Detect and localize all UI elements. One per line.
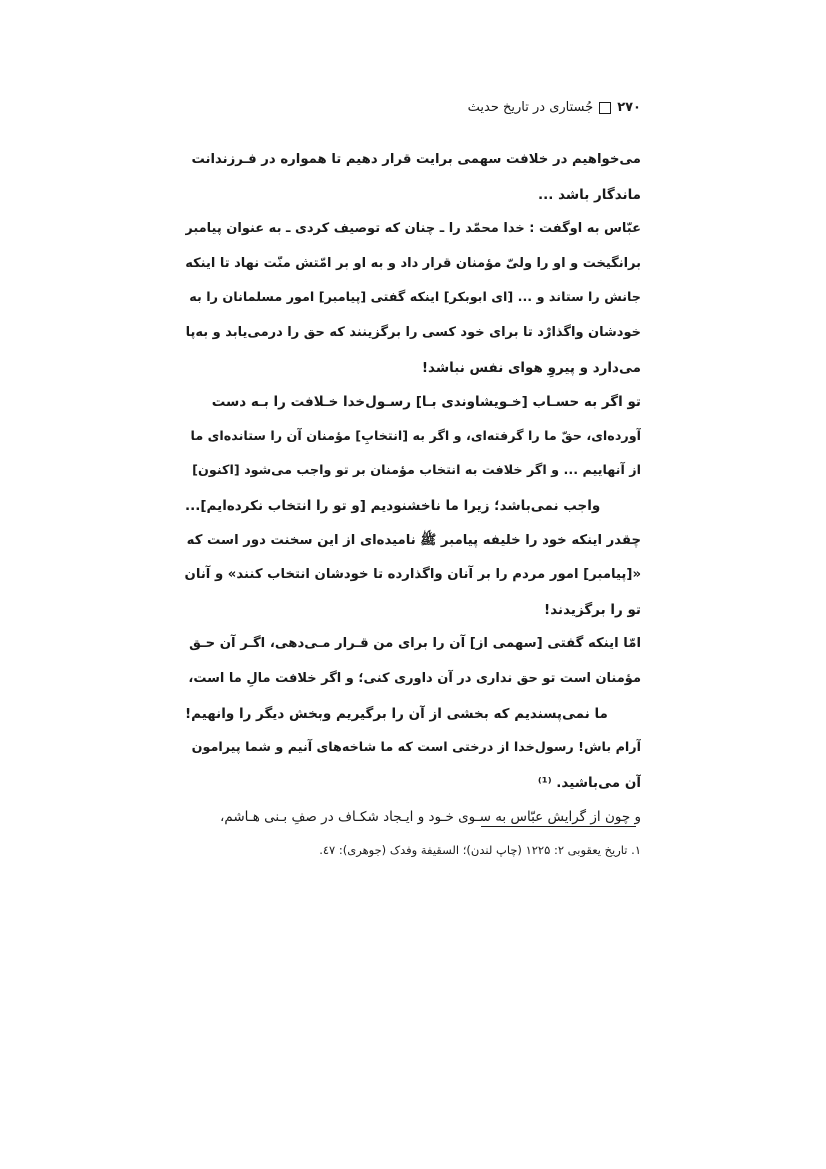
text-line: می‌دارد و پیروِ هوای نفس نباشد! (421, 359, 641, 376)
footnote: ۱. تاریخ یعقوبی ۲: ۱۲۲۵ (چاپ لندن)؛ السقیفة وفدک (جوهری): ٤٧. (319, 843, 641, 857)
text-line: عبّاس به اوگفت : خدا محمّد را ـ چنان که توصیف کردی ـ به عنوان پیامبر (185, 221, 641, 237)
text-line: تو اگر به حسـاب [خـویشاوندی بـا] رسـول‌خدا خـلافت را بـه دست (211, 394, 641, 411)
text-line: خودشان واگذارْد تا برای خود کسی را برگزینند که حق را درمی‌یابد و به‌پا (185, 324, 641, 340)
text-line: تو را برگزیدند! (544, 601, 641, 618)
text-line: امّا اینکه گفتی [سهمی از] آن را برای من قـرار مـی‌دهی، اگـر آن حـق (189, 636, 641, 652)
book-title: جُستاری در تاریخ حدیث (467, 100, 594, 115)
text-line: آورده‌ای، حقّ ما را گرفته‌ای، و اگر به [انتخابِ] مؤمنان آن را ستانده‌ای ما (190, 428, 641, 444)
text-line: از آنهاییم ... و اگر خلافت به انتخاب مؤمنان بر تو واجب می‌شود [اکنون] (192, 463, 641, 479)
text-line: ما نمی‌پسندیم که بخشی از آن را برگیریم وبخش دیگر را وانهیم! (185, 705, 608, 722)
running-header (468, 100, 641, 115)
text-line: و چون از گرایش عبّاس به سـوی خـود و ایـجاد شکـاف در صفِ بـنی هـاشم، (219, 809, 641, 826)
body-text (185, 143, 641, 835)
text-line: مؤمنان است تو حق نداری در آن داوری کنی؛ و اگر خلافت مالِ ما است، (188, 670, 641, 686)
text-line: واجب نمی‌باشد؛ زیرا ما ناخشنودیم [و تو را انتخاب نکرده‌ایم]... (185, 497, 601, 514)
square-icon (599, 102, 611, 114)
page-number: ۲۷۰ (617, 100, 641, 115)
text-line: «[پیامبر] امور مردم را بر آنان واگذارده تا خودشان انتخاب کنند» و آنان (185, 567, 641, 583)
text-line: ماندگار باشد ... (538, 186, 641, 203)
text-line: آرام باش! رسول‌خدا از درختی است که ما شاخه‌های آنیم و شما پیرامون (191, 740, 641, 756)
text-line: می‌خواهیم در خلافت سهمی برایت قرار دهیم تا همواره در فـرزندانت (191, 152, 641, 167)
footnote-rule (481, 826, 636, 827)
text-line: برانگیخت و او را ولیّ مؤمنان قرار داد و به او بر امّتش منّت نهاد تا اینکه (185, 255, 641, 271)
text-line: چقدر اینکه خود را خلیفه پیامبر ﷺ نامیده‌ای از این سخنت دور است که (186, 532, 641, 548)
text-line: جانش را ستاند و ... [ای ابوبکر] اینکه گفتی [پیامبر] امور مسلمانان را به (189, 290, 641, 306)
text-line: آن می‌باشید. ⁽¹⁾ (537, 774, 641, 791)
